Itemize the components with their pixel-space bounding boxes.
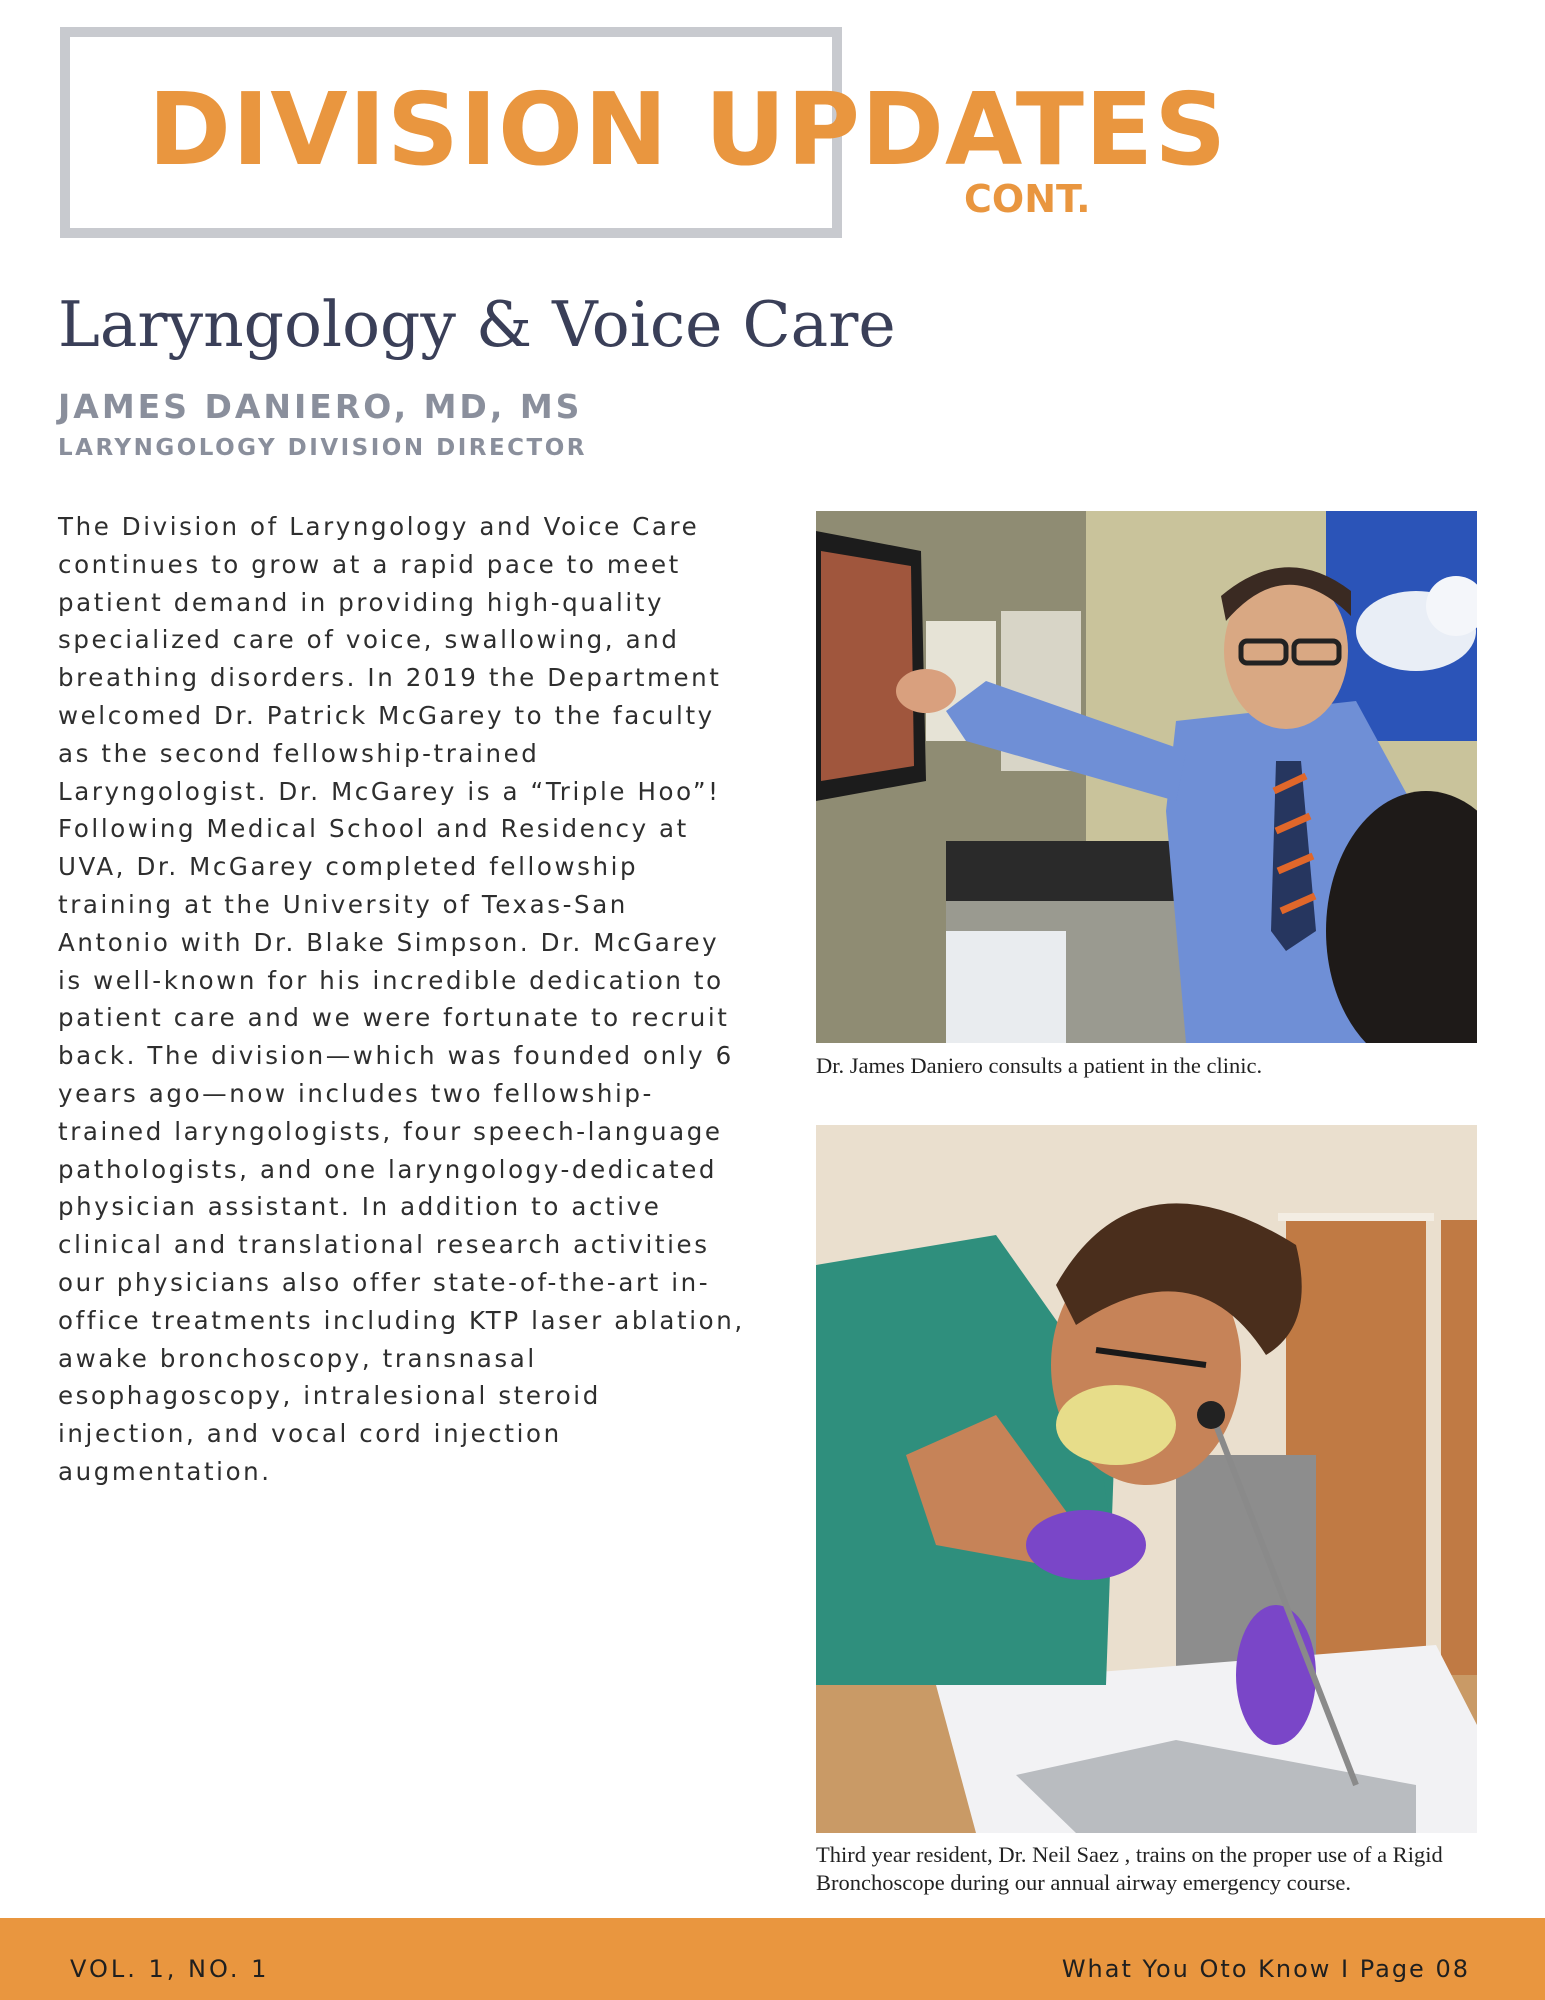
footer-page-info: What You Oto Know I Page 08 <box>1061 1955 1470 1983</box>
author-role: LARYNGOLOGY DIVISION DIRECTOR <box>58 435 588 461</box>
photo-clinic-consult <box>816 511 1477 1043</box>
section-title: Laryngology & Voice Care <box>58 288 896 361</box>
photo-caption-2: Third year resident, Dr. Neil Saez , trains on the proper use of a Rigid Bronchoscope during our annual airway emergency course. <box>816 1842 1443 1895</box>
footer-volume: VOL. 1, NO. 1 <box>70 1955 270 1983</box>
page-header-title: DIVISION UPDATES <box>148 71 1228 188</box>
article-body: The Division of Laryngology and Voice Care continues to grow at a rapid pace to meet patient demand in providing high-quality specialized care of voice, swallowing, and breathing disorders. In 2019 the Department welcomed Dr. Patrick McGarey to the faculty as the second fellowship-trained Laryngologist. Dr. McGarey is a “Triple Hoo”! Following Medical School and Residency at UVA, Dr. McGarey completed fellowship training at the University of Texas-San Antonio with Dr. Blake Simpson. Dr. McGarey is well-known for his incredible dedication to patient care and we were fortunate to recruit back. The division—which was founded only 6 years ago—now includes two fellowship-trained laryngologists, four speech-language pathologists, and one laryngology-dedicated physician assistant. In addition to active clinical and translational research activities our physicians also offer state-of-the-art in-office treatments including KTP laser ablation, awake bronchoscopy, transnasal esophagoscopy, intralesional steroid injection, and vocal cord injection augmentation. <box>58 512 745 1486</box>
photo-bronchoscope-training <box>816 1125 1477 1833</box>
photo-caption-1: Dr. James Daniero consults a patient in the clinic. <box>816 1053 1263 1078</box>
page-header-subtitle: CONT. <box>964 177 1091 221</box>
author-name: JAMES DANIERO, MD, MS <box>58 387 583 426</box>
